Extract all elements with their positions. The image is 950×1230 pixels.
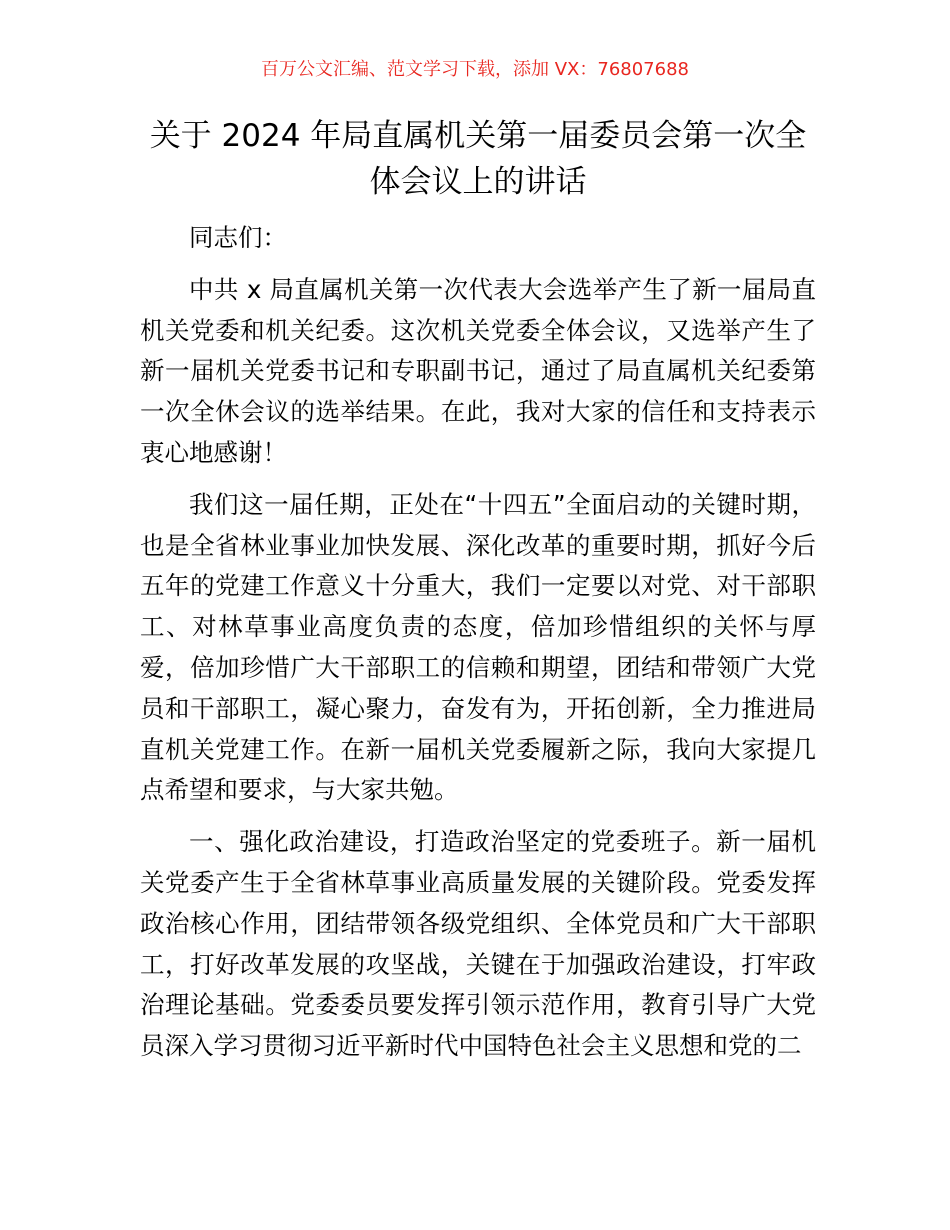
document-body [140, 218, 816, 1078]
paragraph-2: 我们这一届任期，正处在“十四五”全面启动的关键时期，也是全省林业事业加快发展、深化改革的重要时期，抓好今后五年的党建工作意义十分重大，我们一定要以对党、对干部职工、对林草事业高度负责的态度，倍加珍惜组织的关怀与厚爱，倍加珍惜广大干部职工的信赖和期望，团结和带领广大党员和干部职工，凝心聚力，奋发有为，开拓创新，全力推进局直机关党建工作。在新一届机关党委履新之际，我向大家提几点希望和要求，与大家共勉。 [140, 489, 816, 805]
header-banner: 百万公文汇编、范文学习下载，添加 VX：76807688 [261, 59, 689, 80]
salutation: 同志们： [189, 223, 287, 252]
document-title: 关于 2024 年局直属机关第一届委员会第一次全体会议上的讲话 [149, 118, 807, 200]
paragraph-3: 一、强化政治建设，打造政治坚定的党委班子。新一届机关党委产生于全省林草事业高质量发展的关键阶段。党委发挥政治核心作用，团结带领各级党组织、全体党员和广大干部职工，打好改革发展的攻坚战，关键在于加强政治建设，打牢政治理论基础。党委委员要发挥引领示范作用，教育引导广大党员深入学习贯彻习近平新时代中国特色社会主义思想和党的二 [140, 827, 816, 1061]
paragraph-1: 中共 x 局直属机关第一次代表大会选举产生了新一届局直机关党委和机关纪委。这次机关党委全体会议，又选举产生了新一届机关党委书记和专职副书记，通过了局直属机关纪委第一次全休会议的选举结果。在此，我对大家的信任和支持表示衷心地感谢！ [140, 274, 816, 467]
